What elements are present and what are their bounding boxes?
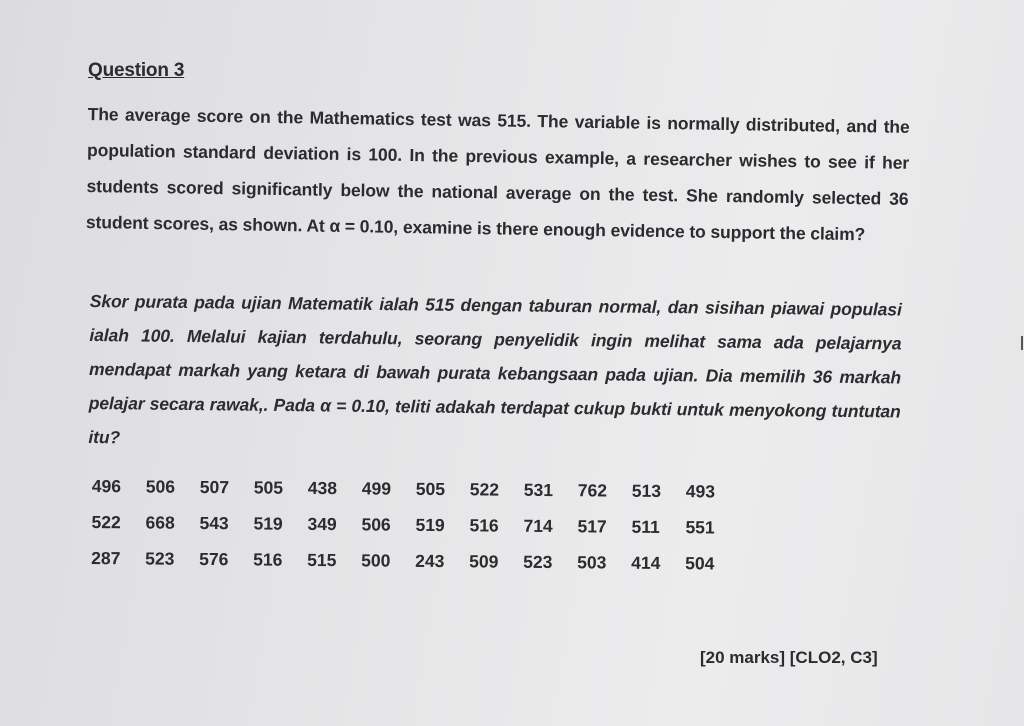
score-value: 500 bbox=[361, 549, 391, 571]
score-value: 576 bbox=[199, 548, 229, 569]
score-value: 349 bbox=[307, 513, 337, 534]
score-value: 438 bbox=[307, 477, 338, 498]
score-value: 522 bbox=[91, 511, 121, 532]
score-value: 523 bbox=[523, 551, 553, 572]
score-value: 505 bbox=[415, 478, 446, 499]
score-value: 414 bbox=[631, 552, 661, 573]
scores-row bbox=[91, 504, 751, 546]
score-value: 515 bbox=[307, 549, 337, 570]
score-value: 505 bbox=[253, 476, 284, 498]
scores-row bbox=[92, 468, 752, 510]
score-value: 243 bbox=[415, 550, 445, 571]
score-value: 506 bbox=[145, 475, 176, 497]
score-value: 503 bbox=[577, 551, 607, 572]
score-value: 519 bbox=[253, 512, 283, 534]
score-value: 531 bbox=[523, 479, 554, 500]
score-value: 668 bbox=[145, 511, 175, 533]
score-value: 551 bbox=[685, 516, 715, 537]
score-value: 493 bbox=[685, 480, 716, 501]
score-value: 519 bbox=[415, 514, 445, 535]
score-value: 517 bbox=[577, 515, 607, 536]
scores-row bbox=[91, 540, 751, 582]
score-value: 507 bbox=[199, 476, 230, 497]
page-edge-mark bbox=[1021, 336, 1023, 350]
question-text-english: The average score on the Mathematics test was 515. The variable is normally distributed, and the population standard deviation is 100. In the previous example, a researcher wishes to see if her students scored significantly below the national average on the test. She randomly selected 36 student scores, as shown. At α = 0.10, examine is there enough evidence to support the claim? bbox=[85, 103, 910, 245]
score-value: 516 bbox=[469, 514, 499, 536]
score-value: 506 bbox=[361, 513, 391, 535]
question-title: Question 3 bbox=[88, 60, 185, 81]
score-value: 504 bbox=[685, 552, 715, 573]
score-value: 516 bbox=[253, 548, 283, 570]
score-value: 543 bbox=[199, 512, 229, 533]
score-value: 496 bbox=[91, 475, 122, 496]
question-text-malay: Skor purata pada ujian Matematik ialah 515 dengan taburan normal, dan sisihan piawai populasi ialah 100. Melalui kajian terdahulu, seorang penyelidik ingin melihat sama ada pelajarnya mendapat markah yang ketara di bawah purata kebangsaan pada ujian. Dia memilih 36 markah pelajar secara rawak,. Pada α = 0.10, teliti adakah terdapat cukup bukti untuk menyokong tuntutan itu? bbox=[88, 290, 902, 448]
score-value: 522 bbox=[469, 478, 500, 500]
score-value: 714 bbox=[523, 515, 553, 536]
score-value: 513 bbox=[631, 480, 662, 501]
marks-label: [20 marks] [CLO2, C3] bbox=[700, 648, 878, 667]
score-value: 511 bbox=[631, 516, 660, 537]
score-value: 523 bbox=[145, 547, 175, 569]
scores-table bbox=[91, 468, 752, 582]
score-value: 287 bbox=[91, 547, 121, 568]
score-value: 499 bbox=[361, 477, 392, 499]
score-value: 762 bbox=[577, 479, 608, 500]
score-value: 509 bbox=[469, 550, 499, 572]
